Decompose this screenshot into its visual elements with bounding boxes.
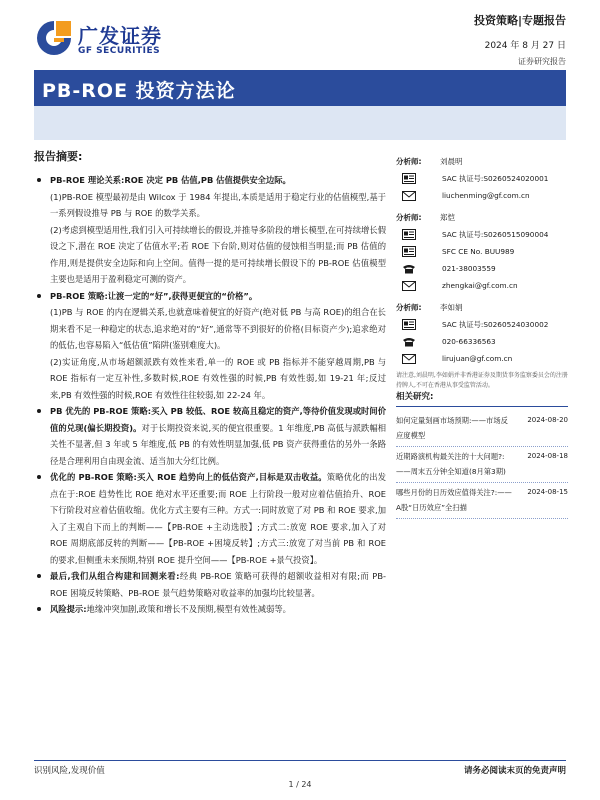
summary-point — [34, 601, 386, 618]
title-banner — [34, 70, 566, 140]
footer-divider — [34, 760, 566, 761]
summary-point — [34, 469, 386, 568]
email-icon — [396, 354, 422, 364]
analyst-disclaimer: 请注意,刘晨明,李如娟并非香港证券及期货事务监察委员会的注册持牌人,不可在香港从事受监管活动。 — [396, 372, 568, 389]
summary-paragraph: (1)PB 与 ROE 的内在逻辑关系,也就意味着便宜的好资产(绝对低 PB 与高 ROE)的组合在长期来看不足一种稳定的状态,追求绝对的“好”,通常等不到很好的价格(目标资产少);追求绝对的低估,也容易陷入“低估值”陷阱(鉴别难度大)。 — [50, 307, 386, 350]
analyst-label: 分析师: — [396, 302, 422, 312]
report-date: 2024 年 8 月 27 日 — [484, 41, 566, 51]
analyst-name: 郑恺 — [440, 212, 455, 222]
footer-disclaimer-note: 请务必阅读末页的免责声明 — [463, 766, 566, 776]
report-meta — [474, 12, 566, 67]
related-item-title[interactable]: 近期路演机构最关注的十大问题?:——周末五分钟全知道(8月第3期) — [396, 452, 506, 476]
email-icon — [396, 191, 422, 201]
analyst-email[interactable]: lirujuan@gf.com.cn — [442, 354, 513, 363]
email-icon — [396, 281, 422, 291]
report-type: 投资策略|专题报告 — [473, 14, 566, 27]
point-body: 经典 PB-ROE 策略可获得的超额收益相对有限;而 PB-ROE 困境反转策略、PB-ROE 景气趋势策略对收益率的加强均比较显著。 — [50, 571, 387, 598]
analyst-info: SAC 执证号:S0260524030002 — [442, 319, 549, 329]
analyst-info: SAC 执证号:S0260524020001 — [442, 173, 549, 183]
report-title: PB-ROE 投资方法论 — [42, 80, 236, 102]
analyst-block — [396, 152, 568, 204]
title-bar — [34, 70, 566, 106]
phone-icon — [396, 337, 422, 347]
analyst-name: 刘晨明 — [440, 156, 463, 166]
footer-slogan: 识别风险,发现价值 — [34, 766, 105, 776]
analyst-name: 李如娟 — [440, 302, 463, 312]
related-item-title[interactable]: 如何定量刻画市场预期:——市场反应度模型 — [396, 416, 508, 440]
phone-icon — [396, 264, 422, 274]
related-item-title[interactable]: 哪些月份的日历效应值得关注?:——A股“日历效应”全扫描 — [396, 488, 512, 512]
certificate-icon — [396, 229, 422, 240]
point-lead: PB-ROE 理论关系:ROE 决定 PB 估值,PB 估值提供安全边际。 — [50, 175, 291, 185]
point-body: 地缘冲突加剧,政策和增长不及预期,模型有效性减弱等。 — [86, 604, 291, 614]
related-item-date: 2024-08-18 — [527, 452, 568, 460]
analyst-block — [396, 208, 568, 294]
point-lead: 优化的 PB-ROE 策略:买入 ROE 趋势向上的低估资产,目标是双击收益。 — [50, 472, 327, 482]
related-research — [396, 390, 568, 519]
summary-point — [34, 403, 386, 469]
related-item-date: 2024-08-15 — [527, 488, 568, 496]
summary-section — [34, 148, 386, 618]
analyst-label: 分析师: — [396, 212, 422, 222]
summary-point — [34, 568, 386, 601]
related-item[interactable] — [396, 411, 568, 447]
summary-paragraph: (2)考虑到模型适用性,我们引入可持续增长的假设,并推导多阶段的增长模型,在可持续增长假设之下,潜在 ROE 决定了估值水平;若 ROE 下台阶,则对估值的侵蚀相当明显;而 PB 估值的作用,则是提供安全边际和向上空间。值得一提的是可持续增长假设下的 PB-ROE 估值模型主要也是适用于盈利稳定可测的资产。 — [50, 224, 386, 284]
analyst-email[interactable]: zhengkai@gf.com.cn — [442, 281, 518, 290]
logo-mark-icon — [34, 18, 74, 58]
summary-heading: 报告摘要: — [34, 150, 83, 163]
report-subtitle: 证券研究报告 — [518, 57, 566, 66]
related-item[interactable] — [396, 447, 568, 483]
certificate-icon — [396, 319, 422, 330]
summary-paragraph: (1)PB-ROE 模型最初是由 Wilcox 于 1984 年提出,本质是适用于稳定行业的估值模型,基于一系列假设推导 PB 与 ROE 的数学关系。 — [50, 191, 386, 218]
analyst-phone: 020-66336563 — [442, 337, 496, 346]
analyst-panel — [396, 152, 568, 391]
point-lead: PB-ROE 策略:让渡一定的“好”,获得更便宜的“价格”。 — [50, 290, 258, 301]
point-lead: 风险提示: — [50, 604, 87, 614]
page-number: 1 / 24 — [288, 780, 312, 789]
related-item-date: 2024-08-20 — [527, 416, 568, 424]
logo-english-name: GF SECURITIES — [78, 46, 161, 56]
point-lead: PB 优先的 PB-ROE 策略:买入 PB 较低、ROE 较高且稳定的资产,等待价值发现或时间价值的兑现(偏长期投资)。 — [50, 406, 386, 433]
certificate-icon — [396, 246, 422, 257]
summary-paragraph: (2)实证角度,从市场超额派跌有效性来看,单一的 ROE 或 PB 指标并不能穿越周期,PB 与 ROE 指标有一定互补性,多数时候,ROE 有效性强的时候,PB 有效性弱,如 19-21 年;反过来,PB 有效性强的时候,ROE 有效性往往较弱,如 22-24 年。 — [50, 356, 386, 400]
company-logo — [34, 16, 184, 62]
point-body: 策略优化的出发点在于:ROE 趋势性比 ROE 绝对水平还重要;而 ROE 上行阶段一般对应着估值抬升、ROE 下行阶段对应着估值收缩。优化方式主要有三种。方式一:同时放宽了对 PB 和 ROE 要求,加入了主观自下而上的判断——【PB-ROE +主动选股】;方式二:放宽 ROE 要求,加入了对 ROE 周期底部反转的判断——【PB-ROE +困境反转】;方式三:放宽了对当前 PB 和 ROE 的要求,但侧重未来预期,特别 ROE 提升空间——【PB-ROE +景气投资】。 — [50, 472, 386, 565]
certificate-icon — [396, 173, 422, 184]
analyst-info: SFC CE No. BUU989 — [442, 247, 515, 256]
summary-point — [34, 172, 386, 189]
point-body: 对于长期投资来说,买的便宜很重要。1 年维度,PB 高低与派跌幅相关性不显著,但 3 年或 5 年维度,低 PB 的有效性明显加强,低 PB 资产获得重估的另外一条路径是合理利用自由现金流、适当加大分红比例。 — [50, 422, 386, 466]
analyst-block — [396, 298, 568, 367]
analyst-label: 分析师: — [396, 156, 422, 166]
related-heading: 相关研究: — [396, 390, 568, 407]
analyst-phone: 021-38003559 — [442, 264, 496, 273]
analyst-info: SAC 执证号:S0260515090004 — [442, 229, 549, 239]
analyst-email[interactable]: liuchenming@gf.com.cn — [442, 191, 530, 200]
point-lead: 最后,我们从组合构建和回测来看: — [50, 571, 180, 581]
logo-chinese-name: 广发证券 — [78, 24, 162, 48]
summary-point — [34, 288, 386, 305]
related-item[interactable] — [396, 483, 568, 519]
